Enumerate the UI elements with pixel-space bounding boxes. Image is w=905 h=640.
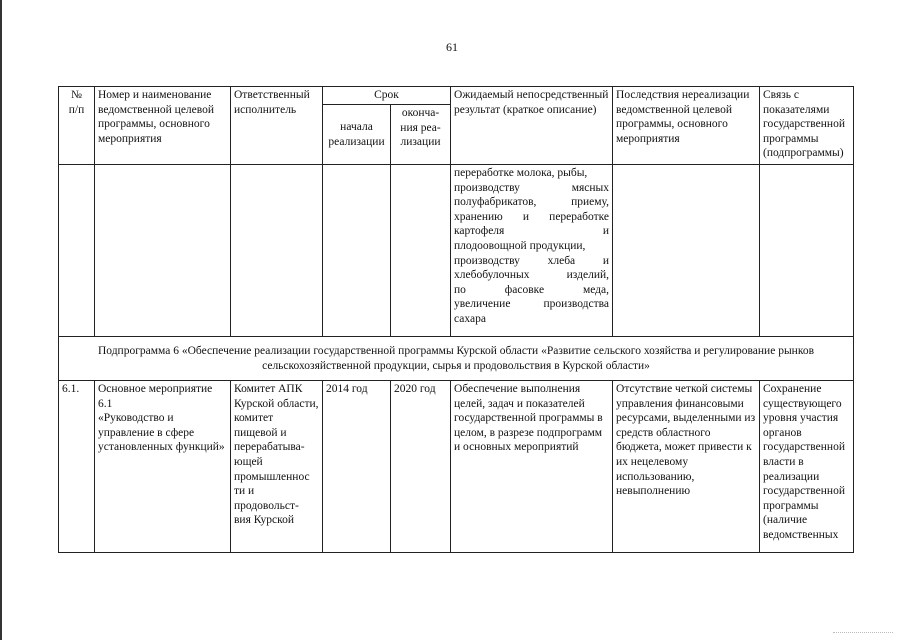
cont-line: плодоовощной продукции, [454,239,586,252]
header-num: № п/п [59,87,95,165]
cont-line: производству хлеба и [454,254,610,267]
cont-num [59,165,95,337]
row-6-1-name: Основное мероприятие 6.1 «Руководство и управление в сфере установленных функций» [95,381,231,553]
page-number: 61 [446,40,458,54]
cont-line: по фасовке меда, [454,283,610,296]
cont-line: переработке молока, рыбы, [454,167,588,179]
row-6-1-expected: Обеспечение выполнения целей, задач и показателей государственной программы в целом, в разрезе подпрограмм и основных мероприятий [451,381,613,553]
continuation-row [59,165,854,337]
page-left-edge [0,0,2,640]
header-consequences: Последствия нереализации ведомственной целевой программы, основного мероприятия [613,87,760,165]
header-link: Связь с показателями государственной программы (подпрограммы) [760,87,854,165]
subprogram-row [59,337,854,381]
header-name: Номер и наименование ведомственной целевой программы, основного мероприятия [95,87,231,165]
cont-line: полуфабрикатов, приему, [454,196,610,209]
row-6-1-consequences: Отсутствие четкой системы управления финансовыми ресурсами, выделенными из средств областного бюджета, может привести к их нецелевому использованию, невыполнению [613,381,760,553]
table-header-row-1 [59,87,854,105]
header-term: Срок [323,87,451,105]
cont-line: хлебобулочных изделий, [454,269,610,282]
cont-line: хранению и переработке [454,210,610,223]
cont-end [391,165,451,337]
cont-line: картофеля и [454,225,610,238]
cont-line: производству мясных [454,181,610,194]
cont-responsible [231,165,323,337]
row-6-1-end: 2020 год [391,381,451,553]
footer-mark [833,632,893,636]
subprogram-title: Подпрограмма 6 «Обеспечение реализации государственной программы Курской области «Развитие сельского хозяйства и регулирование рынков сельскохозяйственной продукции, сырья и продовольствия в Курской области» [59,337,854,381]
table-row [59,381,854,553]
cont-line: сахара [454,312,486,325]
header-expected: Ожидаемый непосредственный результат (краткое описание) [451,87,613,165]
row-6-1-link: Сохранение существующего уровня участия органов государственной власти в реализации государственной программы (наличие ведомственных [760,381,854,553]
cont-line: увеличение производства [454,298,610,311]
row-6-1-start: 2014 год [323,381,391,553]
cont-link [760,165,854,337]
cont-consequences [613,165,760,337]
header-responsible: Ответственный исполнитель [231,87,323,165]
row-6-1-num: 6.1. [59,381,95,553]
header-start: начала реализации [323,105,391,165]
cont-expected [451,165,613,337]
cont-name [95,165,231,337]
row-6-1-responsible: Комитет АПК Курской области, комитет пищевой и перерабатыва- ющей промышленнос ти и продовольст- вия Курской [231,381,323,553]
header-end: оконча- ния реа- лизации [391,105,451,165]
cont-start [323,165,391,337]
program-table [58,86,854,553]
